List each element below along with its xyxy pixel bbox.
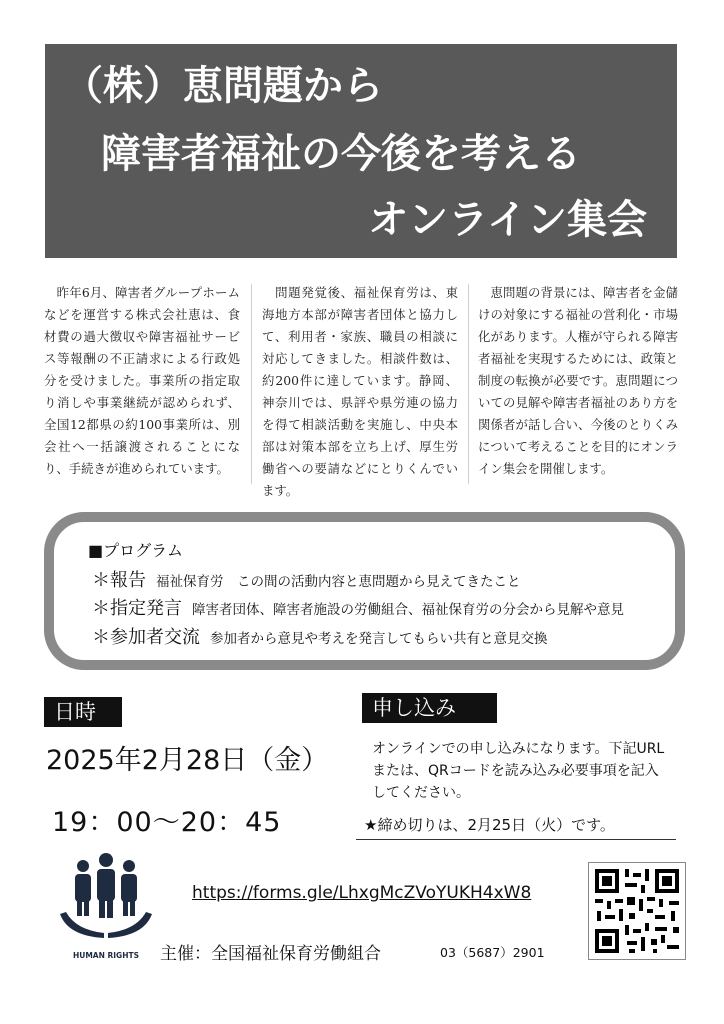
title-line-1: （株）恵問題から [63, 63, 383, 109]
body-column-3: 恵問題の背景には、障害者を金儲けの対象にする福祉の営利化・市場化があります。人権が守られる障害者福祉を実現するためには、政策と制度の転換が必要です。恵問題についての見解や障害者福祉のあり方を関係者が話し合い、今後のとりくみについて考えることを目的にオンライン集会を開催します。 [478, 285, 678, 476]
deadline-underline [356, 839, 676, 840]
column-divider [468, 284, 469, 484]
body-column-2: 問題発覚後、福祉保育労は、東海地方本部が障害者団体と協力して、利用者・家族、職員の相談に対応してきました。相談件数は、約200件に達しています。静岡、神奈川では、県評や県労連の協力を得て相談活動を実施し、中央本部は対策本部を立ち上げ、厚生労働省への要請などにとりくんでいます。 [262, 285, 458, 498]
title-line-3: オンライン集会 [368, 197, 647, 243]
title-line-2: 障害者福祉の今後を考える [101, 131, 581, 177]
organizer: 主催：全国福祉保育労働組合 [160, 944, 381, 964]
deadline-text: ★締め切りは、2月25日（火）です。 [364, 816, 615, 834]
program-item-desc: 参加者から意見や考えを発言してもらい共有と意見交換 [210, 631, 548, 647]
people-hands-icon [46, 838, 166, 950]
body-column-1: 昨年6月、障害者グループホームなどを運営する株式会社恵は、食材費の過大徴収や障害福祉サービス等報酬の不正請求による行政処分を受けました。事業所の指定取り消しや事業継続が認められず、全国12都県の約100事業所は、別会社へ一括譲渡されることになり、手続きが進められています。 [44, 285, 240, 476]
program-item-desc: 障害者団体、障害者施設の労働組合、福祉保育労の分会から見解や意見 [192, 602, 624, 618]
program-item-label: ＊報告 [92, 570, 146, 591]
qr-code[interactable] [588, 862, 686, 960]
apply-label: 申し込み [362, 693, 497, 723]
phone-number: 03（5687）2901 [440, 945, 545, 960]
application-url-link[interactable]: https://forms.gle/LhxgMcZVoYUKH4xW8 [192, 883, 532, 903]
logo-text: HUMAN RIGHTS [72, 951, 140, 960]
qr-code-icon [589, 863, 685, 959]
program-box [44, 512, 685, 670]
apply-instructions: オンラインでの申し込みになります。下記URLまたは、QRコードを読み込み必要事項を記入してください。 [372, 741, 665, 801]
program-heading: ■プログラム [88, 541, 183, 560]
program-item-label: ＊指定発言 [92, 598, 182, 619]
human-rights-logo [46, 838, 166, 964]
program-item-desc: 福祉保育労 この間の活動内容と恵問題から見えてきたこと [156, 574, 521, 590]
program-item [92, 566, 521, 592]
datetime-label: 日時 [44, 697, 122, 727]
event-date: 2025年2月28日（金） [46, 745, 329, 776]
title-banner [45, 44, 677, 258]
program-item [92, 594, 624, 620]
program-item [92, 623, 548, 649]
column-divider [251, 284, 252, 484]
program-item-label: ＊参加者交流 [92, 627, 200, 648]
event-time: 19：00〜20：45 [52, 807, 282, 838]
